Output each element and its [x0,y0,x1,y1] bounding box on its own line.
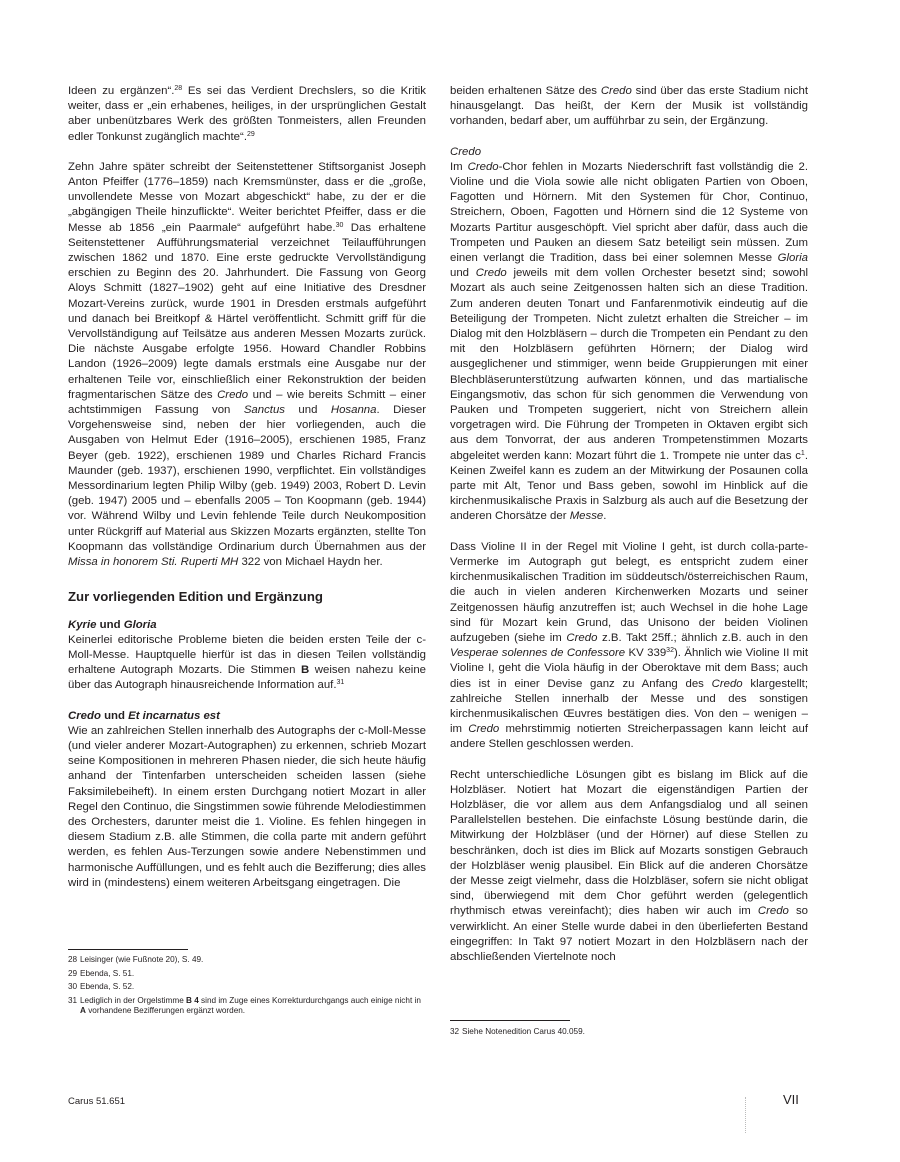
left-column [68,84,426,906]
work-title: Credo [566,631,598,644]
footnote-ref[interactable]: 31 [336,679,345,687]
footnote [68,982,426,993]
footnote-ref[interactable]: 32 [666,647,674,655]
text: sind im Zuge eines Korrekturdurchgangs auch einige nicht in [198,995,421,1005]
text: Credo [68,709,101,722]
text: und [96,618,124,631]
paragraph [450,160,808,525]
footnote-number: 31 [68,995,78,1005]
work-title: Vesperae solennes de Confessore [450,647,626,660]
pitch-superscript: 1 [800,449,805,457]
footnote-number: 32 [450,1027,460,1036]
subheading-kyrie-gloria [68,618,426,633]
paragraph [450,540,808,753]
text: Gloria [123,618,157,631]
section-heading: Zur vorliegenden Edition und Ergänzung [68,589,323,605]
footnote-number: 29 [68,968,78,978]
work-title: Hosanna [330,404,377,417]
footnote-text: Leisinger (wie Fußnote 20), S. 49. [80,955,204,964]
text: Wie an zahlreichen Stellen innerhalb des Autographs der c-Moll-Messe (und vieler anderer Mozart-Autographen) zu erkennen, schrieb Mozart seine Kompositionen in mehreren Phasen nieder, die sich heute häufig anhand der Tintenfarben unterscheiden scheiden lassen (siehe Faksimilebeiheft). In einem ersten Durchgang notiert Mozart in aller Regel den Continuo, die Singstimmen sowie führende Melodiestimmen des Orchesters, darunter meist die 1. Violine. Es fehlen hingegen in diesem Stadium z.B. alle Stimmen, die colla parte mit andern geführt werden, es fehlen Aus-Terzungen sowie andere Nebenstimmen und harmonische Auffüllungen, und es fehlt auch die Bezifferung; dies alles wird in (mindestens) einem weiteren Arbeitsgang eingetragen. Die [68,724,426,889]
text: und [100,709,129,722]
footnote-text: Ebenda, S. 51. [80,968,135,978]
footnote [450,1027,808,1038]
subheading-credo-incarnatus [68,709,426,724]
footnote-text [80,996,426,1017]
text: und [284,404,331,417]
text: Das erhaltene Seitenstettener Aufführungsmaterial verzeichnet Teilaufführungen zwischen 1862 und 1870. Eine erste gedruckte Vervollständigung erschien zu Beginn des 20. Jahrhundert. Die Fassung von Georg Aloys Schmitt (1827–1902) geht auf eine Initiative des Dresdner Mozart-Vereins zurück, wurde 1901 in Dresden erstmals aufgeführt und danach bei Breitkopf & Härtel veröffentlicht. Schmitt griff für die Vervollständigung auf Teilsätze aus anderen Messen Mozarts zurück. Die nächste Ausgabe erfolgte 1956. Howard Chandler Robbins Landon (1926–2009) legte damals erstmals eine Ausgabe nur der erhaltenen Teile vor, einschließlich einer Rekonstruktion der beiden fragmentarischen Sätze des [68,221,426,401]
paragraph [450,84,808,130]
text: Et incarnatus est [128,709,220,722]
text: 322 von Michael Haydn her. [238,556,383,569]
work-title: Credo [217,388,249,401]
footnote [68,955,426,966]
footnote [68,969,426,980]
work-title: Credo [467,160,499,173]
paragraph [68,633,426,694]
right-column [450,84,808,980]
text: . Dieser Vorgehensweise sind, neben der hier vorliegenden, auch die Ausgaben von Helmut Eder (1916–2005), erschienen 1985, Franz Beyer (geb. 1922), erschienen 1989 und Charles Richard Francis Maunder (geb. 1937), erschienen 1990, verpflichtet. Ein vollständiges Messordinarium legten Philip Wilby (geb. 1949) 2003, Robert D. Levin (geb. 1947) 2005 und – ebenfalls 2005 – Ton Koopmann (geb. 1944) vor. Während Wilby und Levin fehlende Teile durch Neukomposition unter Rückgriff auf Material aus Skizzen Mozarts ergänzten, stellte Ton Koopmann das vollständige Ordinarium durch Übernahmen aus der [68,404,427,553]
footnote-divider [68,949,188,950]
footnote-number: 30 [68,982,78,992]
footnote-number: 28 [68,955,78,964]
publisher-catalog-number: Carus 51.651 [68,1096,126,1107]
footnote-text: Ebenda, S. 52. [80,982,135,992]
footnote-text: Siehe Notenedition Carus 40.059. [462,1027,585,1036]
text: Lediglich in der Orgelstimme [80,995,187,1005]
text: z.B. Takt 25ff.; ähnlich z.B. auch in den [597,631,808,644]
text: jeweils mit dem vollen Orchester besetzt sind; sowohl Mozart als auch seine Zeitgenossen halten sich an diese Tradition. Zum anderen deuten Tonart und Fanfarenmotivik eindeutig auf die Beteiligung der Trompeten. Nicht zuletzt erhalten die Streicher – im Dialog mit den Holzbläsern – durch die Trompeten ein Pendant zu den mit den Holzbläsern geführten Hörnern; der Dialog wird ausgeglichener und stimmiger, wenn beide Gruppierungen mit einer Blechbläserunterstützung aufwarten können, und das martialische Eingangsmotiv, das schon für sich genommen die Verwendung von Pauken und Trompeten suggeriert, nicht von Streichern allein vorgetragen wird. Die Führung der Trompeten in Oktaven ergibt sich aus dem Tonvorrat, der aus anderen Trompetenstimmen Mozarts abgeleitet werden kann: Mozart führt die 1. Trompete nie unter das c [450,267,808,462]
text: Kyrie [68,618,97,631]
text: Im [450,160,468,173]
text: Es sei das Verdient Drechslers, so die Kritik weiter, dass er „ein erhabenes, heiliges, in der ursprünglichen Gestalt aber unbenützbares Werk des größten Tonmeisters, allen Freunden edler Tonkunst zugänglich machte“. [68,85,426,143]
work-title: Messe [569,510,604,523]
work-title: Gloria [777,252,808,265]
page-number: VII [783,1092,799,1107]
paragraph [450,768,808,966]
footnote-divider [450,1020,570,1021]
text: klargestellt; zahlreiche Stellen innerhalb der Messe und des sonstigen kirchenmusikalischen Œuvres bestätigen dies. Von den – wenigen – im [450,677,808,736]
subheading-credo: Credo [450,145,482,158]
text: -Chor fehlen in Mozarts Niederschrift fast vollständig die 2. Violine und die Viola sowie alle nicht obligaten Partien von Oboen, Fagotten und Hörnern. Mit den Systemen für Chor, Continuo, Streichern, Oboen, Fagotten und Hörnern sind die 12 Systeme von Mozarts Partitur ausgeschöpft. Viel spricht aber dafür, dass auch die Trompeten und Pauken an diesem Satz beteiligt sein müssen. Zum einen verlangt die Tradition, dass bei einer solemnen Messe [450,160,808,265]
text: mehrstimmig notierten Streicherpassagen kann leicht auf andere Stellen geschlossen werden. [450,723,809,751]
work-title: Credo [711,677,743,690]
text: Keinerlei editorische Probleme bieten die beiden ersten Teile der c-Moll-Messe. Hauptquelle hierfür ist das in diesen Teilen vollständig erhaltene Autograph Mozarts. Die Stimmen [68,633,426,677]
footnote-ref[interactable]: 28 [174,85,183,92]
text: Zehn Jahre später schreibt der Seitenstettener Stiftsorganist Joseph Anton Pfeiffer (1776–1859) nach Kremsmünster, dass er die „große, unvollendete Messe von Mozart abgeschickt“ habe, zu der er die „abgängigen Theile hinzuflickte“. Weiter berichtet Pfeiffer, dass er die Messe ab 1856 „ein Paarmale“ aufgeführt habe. [68,160,426,234]
footnote-ref[interactable]: 30 [335,221,344,229]
paragraph [68,84,426,145]
footnotes-left [68,955,426,1020]
siglum: B [300,664,310,677]
text: weisen nahezu keine über das Autograph hinausreichende Information auf. [68,664,426,692]
work-title: Credo [600,85,632,97]
work-title: Sanctus [243,404,285,417]
text: und [450,267,476,280]
work-title: Credo [475,267,507,280]
text: beiden erhaltenen Sätze des [450,85,601,97]
siglum: B 4 [186,995,199,1005]
work-title: Missa in honorem Sti. Ruperti MH [68,556,239,569]
footnotes-right [450,1027,808,1041]
text: sind über das erste Stadium nicht hinausgelangt. Das heißt, der Kern der Musik ist vollständig vorhanden, bedarf aber, um aufführbar zu sein, der Ergänzung. [450,85,808,128]
text: so verwirklicht. An einer Stelle wurde dabei in den überlieferten Bestand eingegriffen: In Takt 97 notiert Mozart in den Holzbläsern nach der abschließenden Viertelnote noch [450,905,808,963]
work-title: Credo [468,723,500,736]
text: Ideen zu ergänzen“. [68,85,175,97]
text: vorhandene Bezifferungen ergänzt worden. [85,1006,246,1016]
text: und – wie bereits Schmitt – einer achtstimmigen Fassung von [68,388,426,417]
footnote [68,996,426,1017]
text: ). Ähnlich wie Violine II mit Violine I, geht die Viola häufig in der Oberoktave mit dem Bass; auch dies ist in einer Devise ganz zu Anfang des [450,647,808,690]
text: KV 339 [625,647,667,660]
paragraph [68,724,426,891]
text: . [603,510,607,523]
text: Dass Violine II in der Regel mit Violine I geht, ist durch colla-parte-Vermerke im Autograph gut belegt, es entspricht zudem einer kirchenmusikalischen Tradition im süddeutsch/österreichischen Raum, die auch in vielen anderen Kirchenwerken Mozarts und seiner Zeitgenossen häufig anzutreffen ist; auch Wechsel in die hohe Lage sind für Mozart kein Grund, das Unisono der beiden Violinen aufzugeben (siehe im [450,540,808,644]
footnote-ref[interactable]: 29 [246,130,255,138]
paragraph [68,160,426,570]
page-edge-mark [745,1097,746,1133]
siglum: A [80,1006,86,1016]
work-title: Credo [757,905,789,918]
text: . Keinen Zweifel kann es zudem an der Mitwirkung der Posaunen colla parte mit Alt, Tenor und Bass geben, sowohl im Hinblick auf die kirchenmusikalische Praxis in Salzburg als auch auf die Besetzung der anderen Chorsätze der [450,449,808,523]
text: Recht unterschiedliche Lösungen gibt es bislang im Blick auf die Holzbläser. Notiert hat Mozart die eigenständigen Partien der Holzbläser, die vor allem aus dem Anfangsdialog und all seinen Parallelstellen bestehen. Die einfachste Lösung bestünde darin, die Mitwirkung der Holzbläser (und der Hörner) auf diese Stellen zu beschränken, doch ist dies im Blick auf Mozarts sonstigen Gebrauch der Holzbläser wenig plausibel. Ein Blick auf die anderen Chorsätze der Messe zeigt vielmehr, dass die Holzbläser, sofern sie nicht obligat sind, überwiegend mit dem Chor geführt werden (gelegentlich rhythmisch etwas vereinfacht); dies haben wir auch im [450,768,808,918]
